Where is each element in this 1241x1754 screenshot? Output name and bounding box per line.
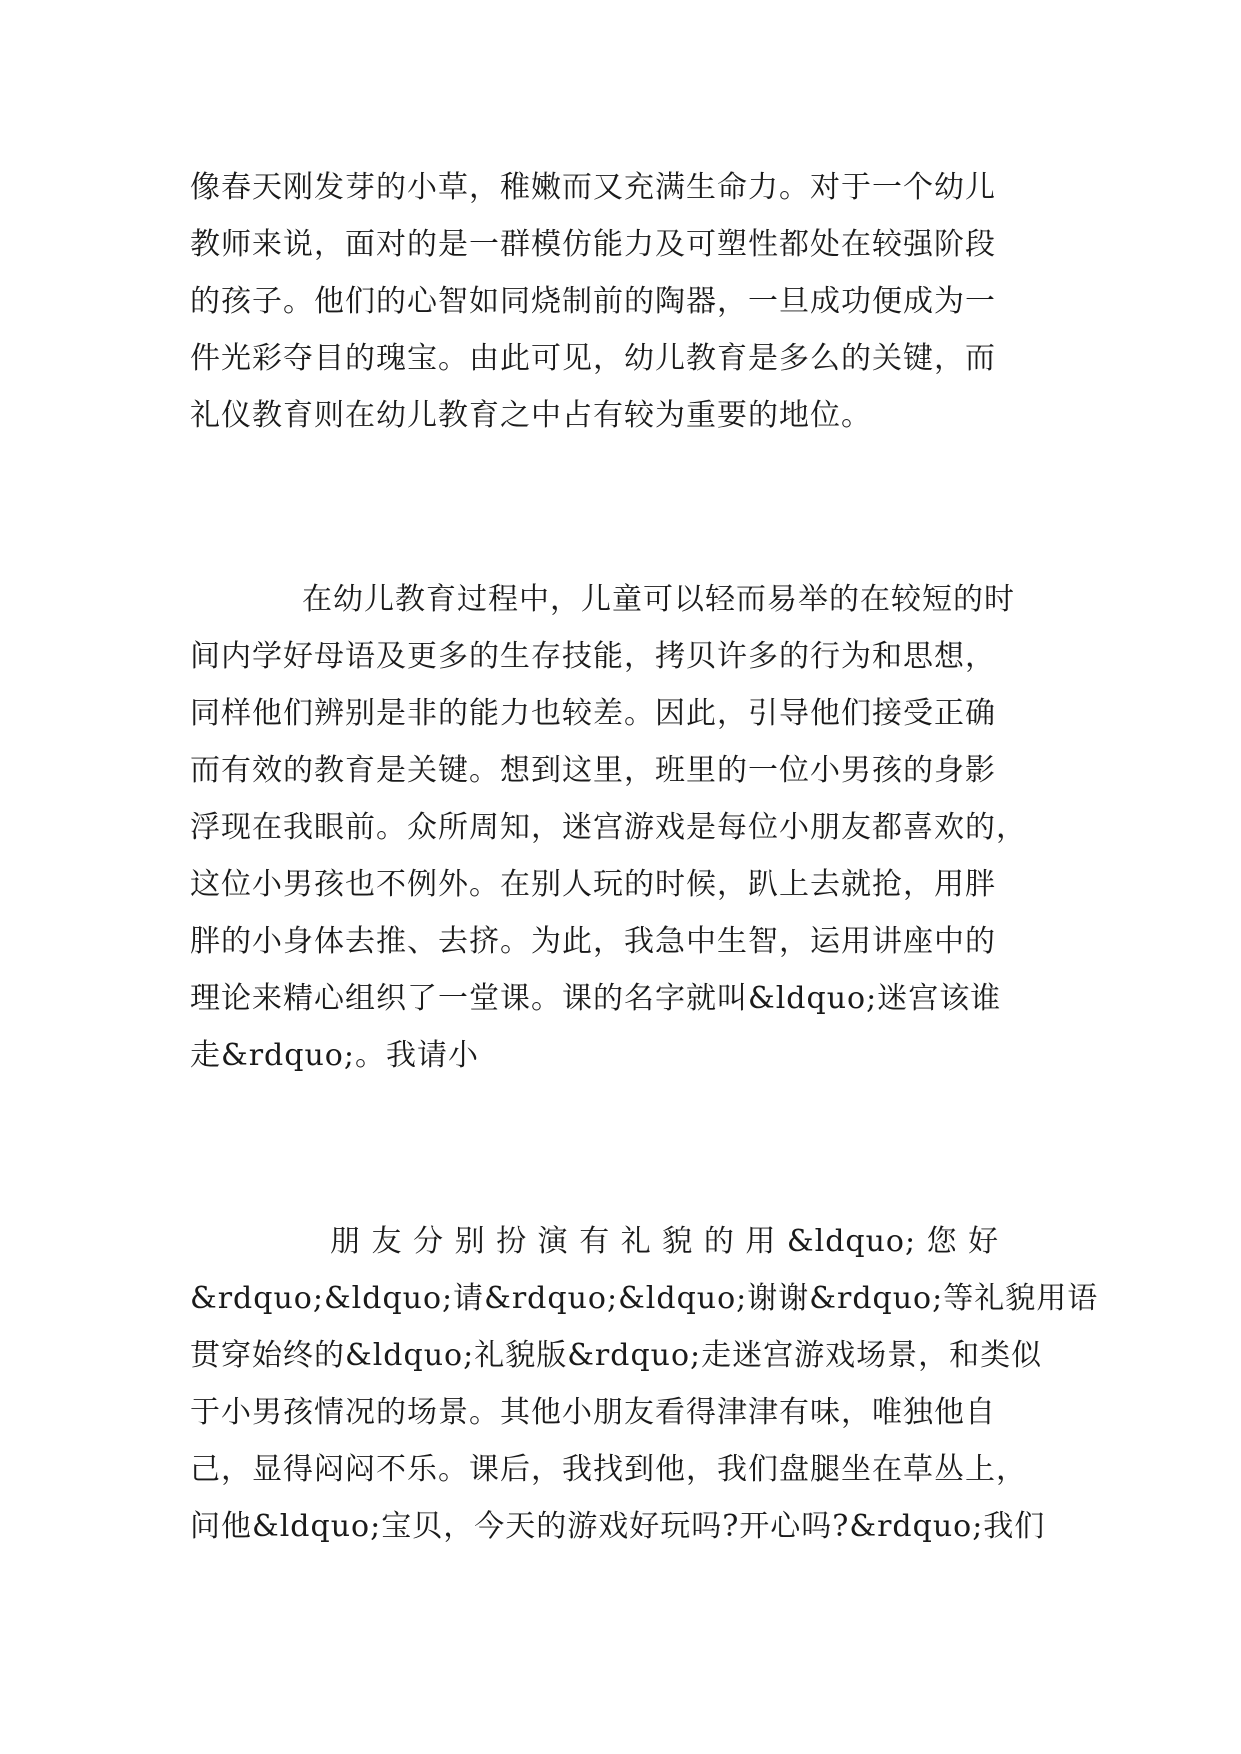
paragraph-3 bbox=[190, 1213, 1099, 1555]
text-line: 间内学好母语及更多的生存技能，拷贝许多的行为和思想， bbox=[190, 639, 996, 674]
text-line: 胖的小身体去推、去挤。为此，我急中生智，运用讲座中的 bbox=[190, 924, 996, 959]
text-line: 的孩子。他们的心智如同烧制前的陶器，一旦成功便成为一 bbox=[190, 284, 996, 319]
text-line: 教师来说，面对的是一群模仿能力及可塑性都处在较强阶段 bbox=[190, 227, 996, 262]
text-line: 同样他们辨别是非的能力也较差。因此，引导他们接受正确 bbox=[190, 696, 996, 731]
text-line: 贯穿始终的&ldquo;礼貌版&rdquo;走迷宫游戏场景，和类似 bbox=[190, 1338, 1043, 1373]
text-line: 像春天刚发芽的小草，稚嫩而又充满生命力。对于一个幼儿 bbox=[190, 170, 996, 205]
paragraph-1 bbox=[190, 159, 1052, 444]
text-line: 己，显得闷闷不乐。课后，我找到他，我们盘腿坐在草丛上， bbox=[190, 1452, 1027, 1487]
text-line: 理论来精心组织了一堂课。课的名字就叫&ldquo;迷宫该谁 bbox=[190, 981, 1002, 1016]
text-line: 这位小男孩也不例外。在别人玩的时候，趴上去就抢，用胖 bbox=[190, 867, 996, 902]
text-line: 件光彩夺目的瑰宝。由此可见，幼儿教育是多么的关键，而 bbox=[190, 341, 996, 376]
text-line: 走&rdquo;。我请小 bbox=[190, 1038, 479, 1073]
text-line: 于小男孩情况的场景。其他小朋友看得津津有味，唯独他自 bbox=[190, 1395, 996, 1430]
text-line: 浮现在我眼前。众所周知，迷宫游戏是每位小朋友都喜欢的， bbox=[190, 810, 1027, 845]
text-line: &rdquo;&ldquo;请&rdquo;&ldquo;谢谢&rdquo;等礼貌用语 bbox=[190, 1281, 1099, 1316]
text-line: 礼仪教育则在幼儿教育之中占有较为重要的地位。 bbox=[190, 398, 872, 433]
text-line: 在幼儿教育过程中，儿童可以轻而易举的在较短的时 bbox=[302, 582, 1015, 617]
text-line: 朋 友 分 别 扮 演 有 礼 貌 的 用 &ldquo; 您 好 bbox=[330, 1224, 1000, 1259]
text-line: 问他&ldquo;宝贝，今天的游戏好玩吗?开心吗?&rdquo;我们 bbox=[190, 1509, 1046, 1544]
paragraph-2 bbox=[190, 571, 1052, 1084]
text-line: 而有效的教育是关键。想到这里，班里的一位小男孩的身影 bbox=[190, 753, 996, 788]
